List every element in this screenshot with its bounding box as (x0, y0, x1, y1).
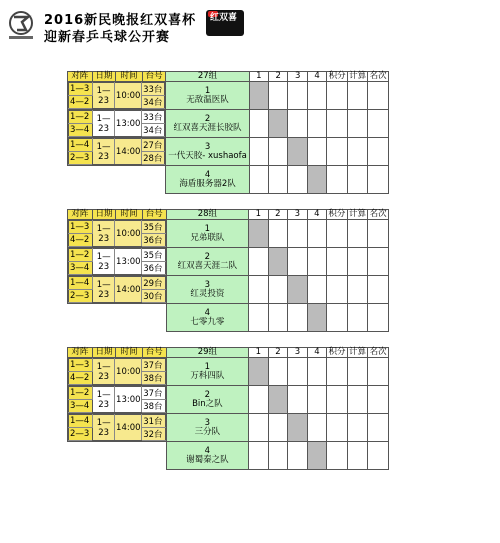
result-cell (368, 442, 389, 470)
result-cell (347, 110, 368, 138)
match-time: 13:00 (115, 111, 142, 137)
score-cell (249, 138, 268, 166)
result-column-header: 名次 (369, 347, 387, 357)
team-name: 谢蜀秦之队 (186, 454, 229, 465)
score-cell (288, 358, 308, 386)
column-header: 日期 (92, 72, 116, 82)
match-pairing: 4—2 (69, 234, 93, 247)
score-cell (249, 304, 269, 332)
team-name: 万科四队 (190, 370, 225, 381)
group-name: 27组 (166, 72, 249, 82)
schedule-table (68, 386, 166, 413)
team-cell (166, 276, 248, 304)
column-header: 对阵 (68, 210, 93, 220)
match-time: 10:00 (115, 221, 142, 247)
result-column-header: 3 (288, 72, 307, 82)
schedule-cell (68, 110, 166, 138)
score-cell (249, 442, 269, 470)
team-cell (166, 386, 248, 414)
match-pairing: 2—3 (69, 290, 93, 303)
schedule-cell (68, 248, 167, 276)
result-column-header: 3 (288, 348, 308, 358)
match-time: 10:00 (115, 83, 142, 109)
match-date: 1—23 (92, 83, 114, 109)
team-name: Bin之队 (192, 398, 223, 409)
result-cell (368, 414, 389, 442)
score-cell (288, 110, 307, 138)
team-number: 1 (204, 223, 211, 234)
group-name: 29组 (166, 348, 248, 358)
score-cell (288, 304, 308, 332)
column-header: 时间 (116, 210, 143, 220)
page-header (4, 8, 304, 45)
table-number: 35台 (142, 221, 165, 234)
result-column-header: 1 (249, 348, 269, 358)
score-cell (249, 414, 269, 442)
table-number: 33台 (142, 83, 165, 96)
table-number: 38台 (142, 372, 165, 385)
column-header: 日期 (92, 210, 116, 220)
table-number: 37台 (142, 359, 165, 372)
team-name: 海盾服务器2队 (179, 178, 236, 189)
result-cell (347, 442, 368, 470)
table-number: 29台 (142, 277, 165, 290)
score-cell (269, 166, 288, 194)
schedule-cell (68, 358, 167, 386)
result-column-header: 4 (307, 72, 326, 82)
team-cell (166, 304, 248, 332)
team-name: 三分队 (194, 426, 221, 437)
result-cell (327, 82, 348, 110)
result-cell (327, 138, 348, 166)
result-column-header: 积分 (328, 347, 346, 357)
team-cell (166, 138, 249, 166)
table-number: 36台 (142, 234, 165, 247)
match-date: 1—23 (92, 387, 114, 413)
result-cell (327, 442, 348, 470)
match-time: 13:00 (115, 249, 142, 275)
result-cell (327, 304, 348, 332)
team-name: 无敌温医队 (186, 94, 229, 105)
team-number: 2 (204, 113, 211, 124)
column-header: 对阵 (68, 348, 93, 358)
score-cell (269, 138, 288, 166)
team-number: 2 (204, 389, 211, 400)
match-pairing: 1—4 (69, 415, 93, 428)
table-number: 38台 (142, 400, 165, 413)
match-time: 10:00 (115, 359, 142, 385)
result-column-header: 计算 (349, 209, 367, 219)
score-cell (307, 110, 326, 138)
result-cell (368, 82, 389, 110)
match-pairing: 4—2 (69, 372, 93, 385)
match-date: 1—23 (92, 359, 114, 385)
match-date: 1—23 (92, 221, 114, 247)
score-cell (249, 110, 268, 138)
match-pairing: 2—3 (69, 152, 93, 165)
result-column-header: 1 (249, 210, 269, 220)
result-column-header: 计算 (349, 71, 367, 81)
match-date: 1—23 (92, 415, 114, 441)
result-cell (327, 166, 348, 194)
result-cell (368, 110, 389, 138)
schedule-table (68, 138, 165, 165)
result-column-header: 积分 (328, 209, 346, 219)
result-cell (368, 166, 389, 194)
result-cell (347, 276, 368, 304)
self-match-cell (268, 248, 288, 276)
schedule-cell (68, 166, 166, 194)
column-header: 时间 (116, 348, 143, 358)
self-match-cell (249, 82, 268, 110)
table-number: 36台 (142, 262, 165, 275)
score-cell (307, 358, 327, 386)
score-cell (249, 276, 269, 304)
team-name: 一代天胶- xushaofa (168, 150, 247, 161)
result-cell (368, 276, 389, 304)
score-cell (268, 358, 288, 386)
result-cell (327, 248, 348, 276)
column-header: 台号 (142, 348, 166, 358)
score-cell (307, 386, 327, 414)
result-cell (347, 386, 368, 414)
schedule-cell (68, 138, 166, 166)
score-cell (268, 220, 288, 248)
schedule-cell (68, 276, 167, 304)
score-cell (288, 386, 308, 414)
match-pairing: 1—2 (69, 111, 93, 124)
score-cell (307, 248, 327, 276)
self-match-cell (307, 442, 327, 470)
match-time: 14:00 (115, 139, 142, 165)
match-pairing: 3—4 (69, 124, 93, 137)
tournament-logo-icon (4, 8, 38, 42)
result-column-header: 4 (307, 348, 327, 358)
schedule-cell (68, 82, 166, 110)
result-cell (368, 386, 389, 414)
group-table (67, 209, 389, 332)
schedule-table (68, 276, 166, 303)
score-cell (288, 442, 308, 470)
score-cell (249, 386, 269, 414)
self-match-cell (268, 386, 288, 414)
score-cell (268, 414, 288, 442)
team-cell (166, 442, 248, 470)
team-name: 红双喜天涯二队 (177, 260, 238, 271)
team-number: 3 (204, 141, 211, 152)
schedule-cell (68, 442, 167, 470)
match-pairing: 1—2 (69, 387, 93, 400)
score-cell (307, 276, 327, 304)
match-time: 14:00 (115, 415, 142, 441)
match-date: 1—23 (92, 277, 114, 303)
result-column-header: 2 (269, 72, 288, 82)
table-number: 31台 (142, 415, 165, 428)
result-cell (327, 220, 348, 248)
schedule-table (68, 82, 165, 109)
result-cell (368, 248, 389, 276)
match-pairing: 1—3 (69, 359, 93, 372)
column-header: 台号 (142, 72, 166, 82)
result-cell (347, 82, 368, 110)
score-cell (307, 414, 327, 442)
result-cell (327, 276, 348, 304)
score-cell (269, 82, 288, 110)
self-match-cell (249, 358, 269, 386)
table-number: 32台 (142, 428, 165, 441)
result-column-header: 积分 (328, 71, 346, 81)
team-name: 红双喜天涯长胶队 (173, 122, 242, 133)
group-name: 28组 (166, 210, 248, 220)
match-time: 13:00 (115, 387, 142, 413)
match-pairing: 2—3 (69, 428, 93, 441)
score-cell (249, 166, 268, 194)
score-cell (288, 248, 308, 276)
team-number: 2 (204, 251, 211, 262)
team-cell (166, 166, 249, 194)
score-cell (288, 220, 308, 248)
team-name: 兄弟联队 (190, 232, 225, 243)
team-number: 4 (204, 445, 211, 456)
self-match-cell (307, 166, 326, 194)
result-cell (327, 358, 348, 386)
team-name: 七零九零 (190, 316, 225, 327)
team-number: 1 (204, 85, 211, 96)
schedule-table (68, 110, 165, 137)
team-number: 4 (204, 307, 211, 318)
score-cell (268, 304, 288, 332)
table-number: 28台 (142, 152, 165, 165)
team-cell (166, 110, 249, 138)
match-time: 14:00 (115, 277, 142, 303)
result-cell (347, 138, 368, 166)
result-cell (347, 220, 368, 248)
page-title: 2016新民晚报红双喜杯 (44, 13, 197, 28)
result-cell (347, 304, 368, 332)
match-date: 1—23 (92, 249, 114, 275)
result-cell (327, 110, 348, 138)
match-pairing: 1—2 (69, 249, 93, 262)
table-number: 34台 (142, 96, 165, 109)
table-number: 27台 (142, 139, 165, 152)
team-cell (166, 358, 248, 386)
result-column-header: 计算 (349, 347, 367, 357)
score-cell (268, 276, 288, 304)
result-column-header: 4 (307, 210, 327, 220)
result-column-header: 名次 (369, 209, 387, 219)
column-header: 对阵 (68, 72, 93, 82)
schedule-table (68, 248, 166, 275)
schedule-cell (68, 386, 167, 414)
self-match-cell (249, 220, 269, 248)
result-cell (368, 220, 389, 248)
match-pairing: 4—2 (69, 96, 93, 109)
result-column-header: 2 (268, 210, 288, 220)
result-cell (347, 358, 368, 386)
group-table (67, 347, 389, 470)
result-cell (327, 386, 348, 414)
result-column-header: 1 (249, 72, 268, 82)
score-cell (288, 82, 307, 110)
match-date: 1—23 (92, 139, 114, 165)
team-number: 3 (204, 417, 211, 428)
match-pairing: 1—3 (69, 83, 93, 96)
group-table (67, 71, 389, 194)
self-match-cell (288, 138, 307, 166)
team-cell (166, 248, 248, 276)
result-column-header: 3 (288, 210, 308, 220)
team-cell (166, 82, 249, 110)
team-cell (166, 220, 248, 248)
score-cell (307, 220, 327, 248)
page-subtitle: 迎新春乒乓球公开赛 (44, 30, 171, 45)
match-pairing: 1—3 (69, 221, 93, 234)
self-match-cell (307, 304, 327, 332)
result-column-header: 名次 (369, 71, 387, 81)
team-number: 4 (204, 169, 211, 180)
result-cell (347, 166, 368, 194)
result-cell (347, 414, 368, 442)
team-name: 红灵投资 (190, 288, 225, 299)
match-date: 1—23 (92, 111, 114, 137)
schedule-cell (68, 414, 167, 442)
result-cell (327, 414, 348, 442)
result-cell (368, 304, 389, 332)
match-pairing: 3—4 (69, 262, 93, 275)
score-cell (307, 82, 326, 110)
column-header: 台号 (142, 210, 166, 220)
table-number: 30台 (142, 290, 165, 303)
match-pairing: 1—4 (69, 277, 93, 290)
table-number: 33台 (142, 111, 165, 124)
schedule-cell (68, 304, 167, 332)
schedule-table (68, 414, 166, 441)
sponsor-label: 红双喜 (210, 13, 238, 23)
self-match-cell (288, 276, 308, 304)
score-cell (288, 166, 307, 194)
schedule-table (68, 220, 166, 247)
column-header: 时间 (116, 72, 143, 82)
team-number: 1 (204, 361, 211, 372)
table-number: 35台 (142, 249, 165, 262)
score-cell (307, 138, 326, 166)
sponsor-logo (206, 10, 244, 36)
schedule-table (68, 358, 166, 385)
match-pairing: 3—4 (69, 400, 93, 413)
score-cell (268, 442, 288, 470)
result-cell (368, 358, 389, 386)
score-cell (249, 248, 269, 276)
result-cell (368, 138, 389, 166)
self-match-cell (269, 110, 288, 138)
self-match-cell (288, 414, 308, 442)
result-column-header: 2 (268, 348, 288, 358)
schedule-cell (68, 220, 167, 248)
table-number: 37台 (142, 387, 165, 400)
team-cell (166, 414, 248, 442)
column-header: 日期 (92, 348, 116, 358)
result-cell (347, 248, 368, 276)
match-pairing: 1—4 (69, 139, 93, 152)
team-number: 3 (204, 279, 211, 290)
table-number: 34台 (142, 124, 165, 137)
